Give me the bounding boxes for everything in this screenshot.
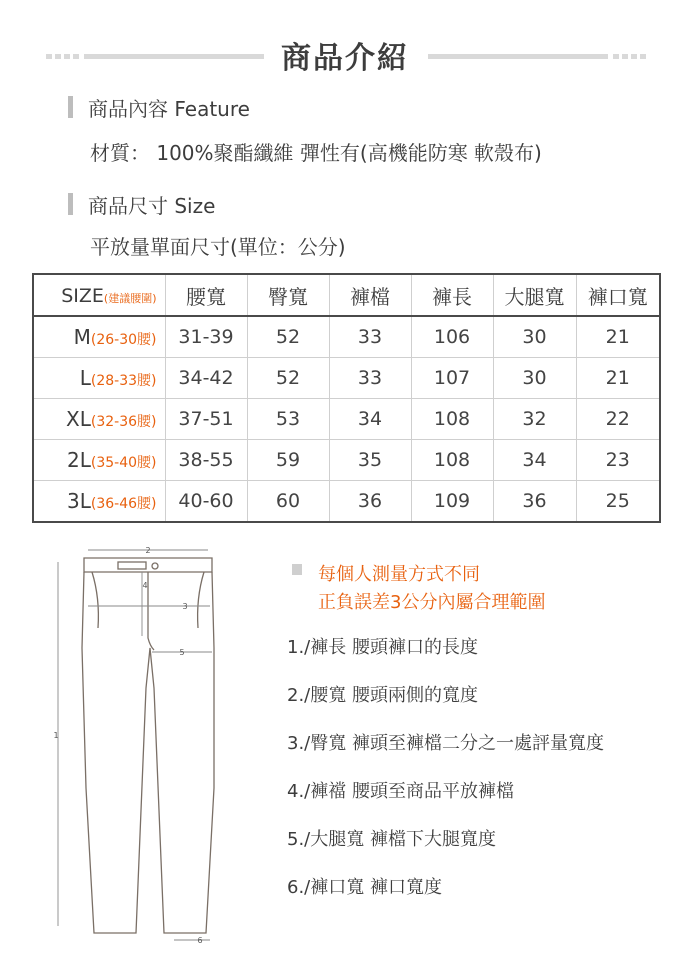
size-label: XL (66, 407, 91, 431)
definition-item: 5./大腿寬 褲檔下大腿寬度 (287, 829, 496, 850)
table-cell: 34 (329, 399, 411, 440)
table-cell: 22 (576, 399, 660, 440)
table-row (33, 358, 660, 399)
table-header-cell: 大腿寬 (493, 274, 576, 316)
table-cell: 35 (329, 440, 411, 481)
pocket-left (92, 572, 98, 628)
material-text: 材質： 100%聚酯纖維 彈性有(高機能防寒 軟殼布) (90, 141, 542, 165)
header-decoration (613, 54, 619, 59)
table-row (33, 316, 660, 358)
table-cell: 36 (493, 481, 576, 523)
size-cell (33, 481, 165, 523)
size-title: 商品尺寸 Size (88, 194, 216, 218)
belt-loop (118, 562, 146, 569)
table-row (33, 440, 660, 481)
header-rule-right (428, 54, 608, 59)
table-cell: 23 (576, 440, 660, 481)
measure-lines (58, 550, 212, 940)
table-cell: 32 (493, 399, 576, 440)
definition-item: 2./腰寬 腰頭兩側的寬度 (287, 685, 478, 706)
table-cell: 108 (411, 399, 493, 440)
table-cell: 107 (411, 358, 493, 399)
waist-range: (35-40腰) (90, 455, 157, 471)
table-cell: 59 (247, 440, 329, 481)
waist-range: (26-30腰) (90, 332, 157, 348)
table-cell: 53 (247, 399, 329, 440)
table-cell: 25 (605, 490, 630, 512)
size-cell (33, 440, 165, 481)
size-header-label: SIZE (61, 285, 104, 307)
table-cell: 30 (493, 316, 576, 358)
warning-line-1: 每個人測量方式不同 (318, 564, 480, 585)
size-cell (33, 316, 165, 358)
size-label: L (79, 366, 91, 390)
table-header-cell: 腰寬 (165, 274, 247, 316)
table-header-cell: 褲口寬 (576, 274, 660, 316)
waist-range: (36-46腰) (90, 496, 157, 512)
header-decoration (631, 54, 637, 59)
table-header-size (33, 274, 165, 316)
table-cell: 52 (247, 358, 329, 399)
table-header-cell: 褲檔 (329, 274, 411, 316)
pocket-right (198, 572, 204, 628)
measure-label: 5 (179, 648, 185, 657)
waistband (84, 558, 212, 572)
size-label: 3L (67, 489, 91, 513)
table-cell: 21 (576, 358, 660, 399)
table-cell: 34-42 (165, 358, 247, 399)
fly-line (148, 572, 154, 650)
table-cell: 33 (329, 358, 411, 399)
button (152, 563, 158, 569)
feature-title: 商品內容 Feature (88, 97, 250, 121)
size-table (32, 273, 661, 523)
table-cell: 106 (411, 316, 493, 358)
definition-item: 6./褲口寬 褲口寬度 (287, 877, 442, 898)
table-cell: 40-60 (165, 481, 247, 523)
warning-line-2: 正負誤差3公分內屬合理範圍 (318, 592, 546, 613)
pants-diagram (48, 538, 248, 948)
table-cell: 60 (247, 481, 329, 523)
size-cell (33, 358, 165, 399)
table-cell: 109 (411, 481, 493, 523)
size-header-note: (建議腰圍) (103, 292, 157, 305)
section-marker (68, 193, 73, 215)
table-row (33, 481, 660, 523)
measure-label: 3 (182, 602, 188, 611)
definition-item: 4./褲襠 腰頭至商品平放褲檔 (287, 781, 514, 802)
table-cell: 38-55 (165, 440, 247, 481)
note-marker (292, 564, 302, 575)
table-cell: 31-39 (165, 316, 247, 358)
table-cell: 34 (493, 440, 576, 481)
waist-range: (32-36腰) (90, 414, 157, 430)
pants-outline (82, 558, 214, 933)
header-decoration (640, 54, 646, 59)
definition-item: 1./褲長 腰頭褲口的長度 (287, 637, 478, 658)
section-marker (68, 96, 73, 118)
table-header-cell: 褲長 (411, 274, 493, 316)
table-header-row (33, 274, 660, 316)
table-cell: 108 (411, 440, 493, 481)
measure-label: 6 (197, 936, 203, 945)
size-label: 2L (67, 448, 91, 472)
table-cell: 36 (329, 481, 411, 523)
header-decoration (622, 54, 628, 59)
measure-label: 4 (142, 581, 148, 590)
table-header-cell: 臀寬 (247, 274, 329, 316)
size-label: M (73, 325, 91, 349)
table-cell: 21 (576, 316, 660, 358)
table-cell: 52 (247, 316, 329, 358)
size-cell (33, 399, 165, 440)
table-cell: 30 (493, 358, 576, 399)
measure-label: 1 (53, 731, 59, 740)
measure-label: 2 (145, 546, 151, 555)
size-note: 平放量單面尺寸(單位：公分) (90, 235, 346, 259)
table-row (33, 399, 660, 440)
table-cell: 37-51 (165, 399, 247, 440)
page-title: 商品介紹 (281, 41, 409, 76)
definition-item: 3./臀寬 褲頭至褲檔二分之一處評量寬度 (287, 733, 604, 754)
table-cell: 33 (329, 316, 411, 358)
waist-range: (28-33腰) (90, 373, 157, 389)
